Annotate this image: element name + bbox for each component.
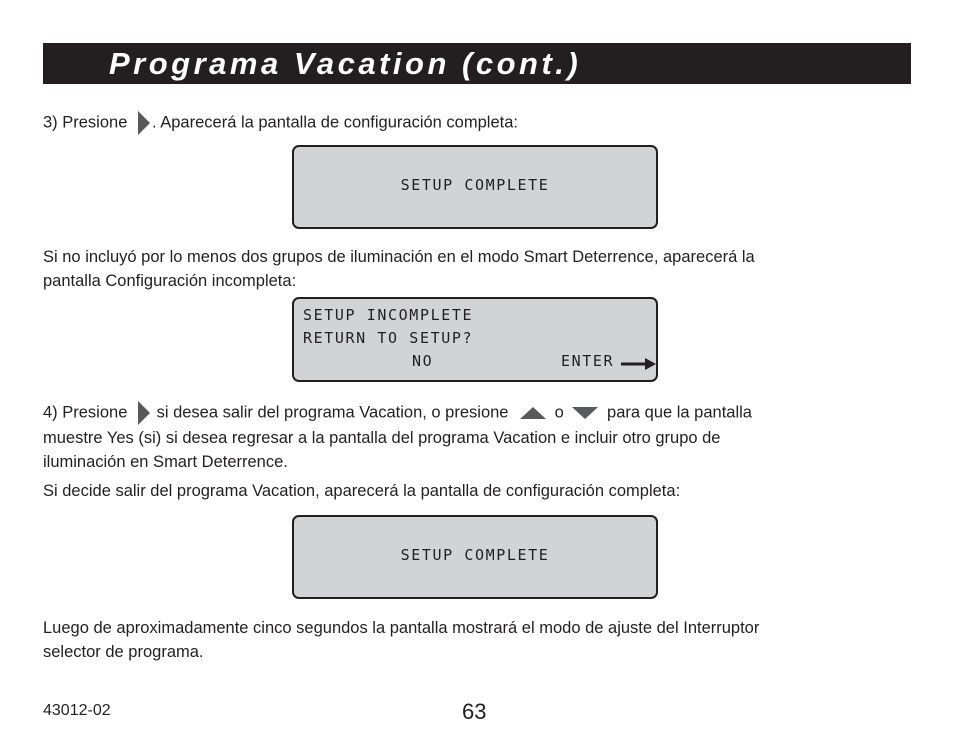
lcd-enter-option: ENTER (561, 352, 615, 370)
step4-mid: si desea salir del programa Vacation, o presione (156, 403, 509, 422)
down-arrow-icon (571, 406, 599, 420)
page-title: Programa Vacation (cont.) (109, 46, 582, 81)
step4-paragraph (43, 400, 903, 474)
final-line-2: selector de programa. (43, 643, 204, 661)
up-arrow-icon (519, 406, 547, 420)
step4-line1-end: para que la pantalla (607, 403, 752, 422)
lcd-line-1: SETUP INCOMPLETE (303, 306, 474, 324)
step4-prefix: 4) Presione (43, 403, 128, 422)
step3-paragraph (43, 110, 903, 136)
step4-line-2: muestre Yes (si) si desea regresar a la pantalla del programa Vacation e incluir otro grupo de (43, 429, 721, 447)
lcd-no-option: NO (412, 352, 434, 370)
step4-or: o (554, 403, 564, 422)
final-line-1: Luego de aproximadamente cinco segundos la pantalla mostrará el modo de ajuste del Interruptor (43, 619, 760, 637)
lcd-setup-incomplete (292, 297, 658, 382)
lcd-text: SETUP COMPLETE (400, 546, 550, 564)
incomplete-paragraph (43, 245, 903, 293)
lcd-line-2: RETURN TO SETUP? (303, 329, 474, 347)
step3-prefix: 3) Presione (43, 113, 128, 132)
incomplete-line-1: Si no incluyó por lo menos dos grupos de iluminación en el modo Smart Deterrence, aparecerá la (43, 248, 755, 266)
lcd-setup-complete-2 (292, 515, 658, 599)
step4-line-1 (43, 400, 903, 426)
exit-paragraph: Si decide salir del programa Vacation, aparecerá la pantalla de configuración completa: (43, 482, 681, 500)
final-paragraph (43, 616, 903, 664)
lcd-setup-complete (292, 145, 658, 229)
page-number: 63 (462, 699, 487, 724)
document-code: 43012-02 (43, 702, 111, 719)
right-arrow-icon (136, 110, 152, 136)
step3-suffix: . Aparecerá la pantalla de configuración completa: (151, 113, 518, 132)
lcd-text: SETUP COMPLETE (400, 176, 550, 194)
right-arrow-icon (136, 400, 152, 426)
enter-arrow-icon (621, 356, 657, 374)
title-bar (43, 43, 911, 84)
step4-line-3: iluminación en Smart Deterrence. (43, 453, 288, 471)
incomplete-line-2: pantalla Configuración incompleta: (43, 272, 297, 290)
